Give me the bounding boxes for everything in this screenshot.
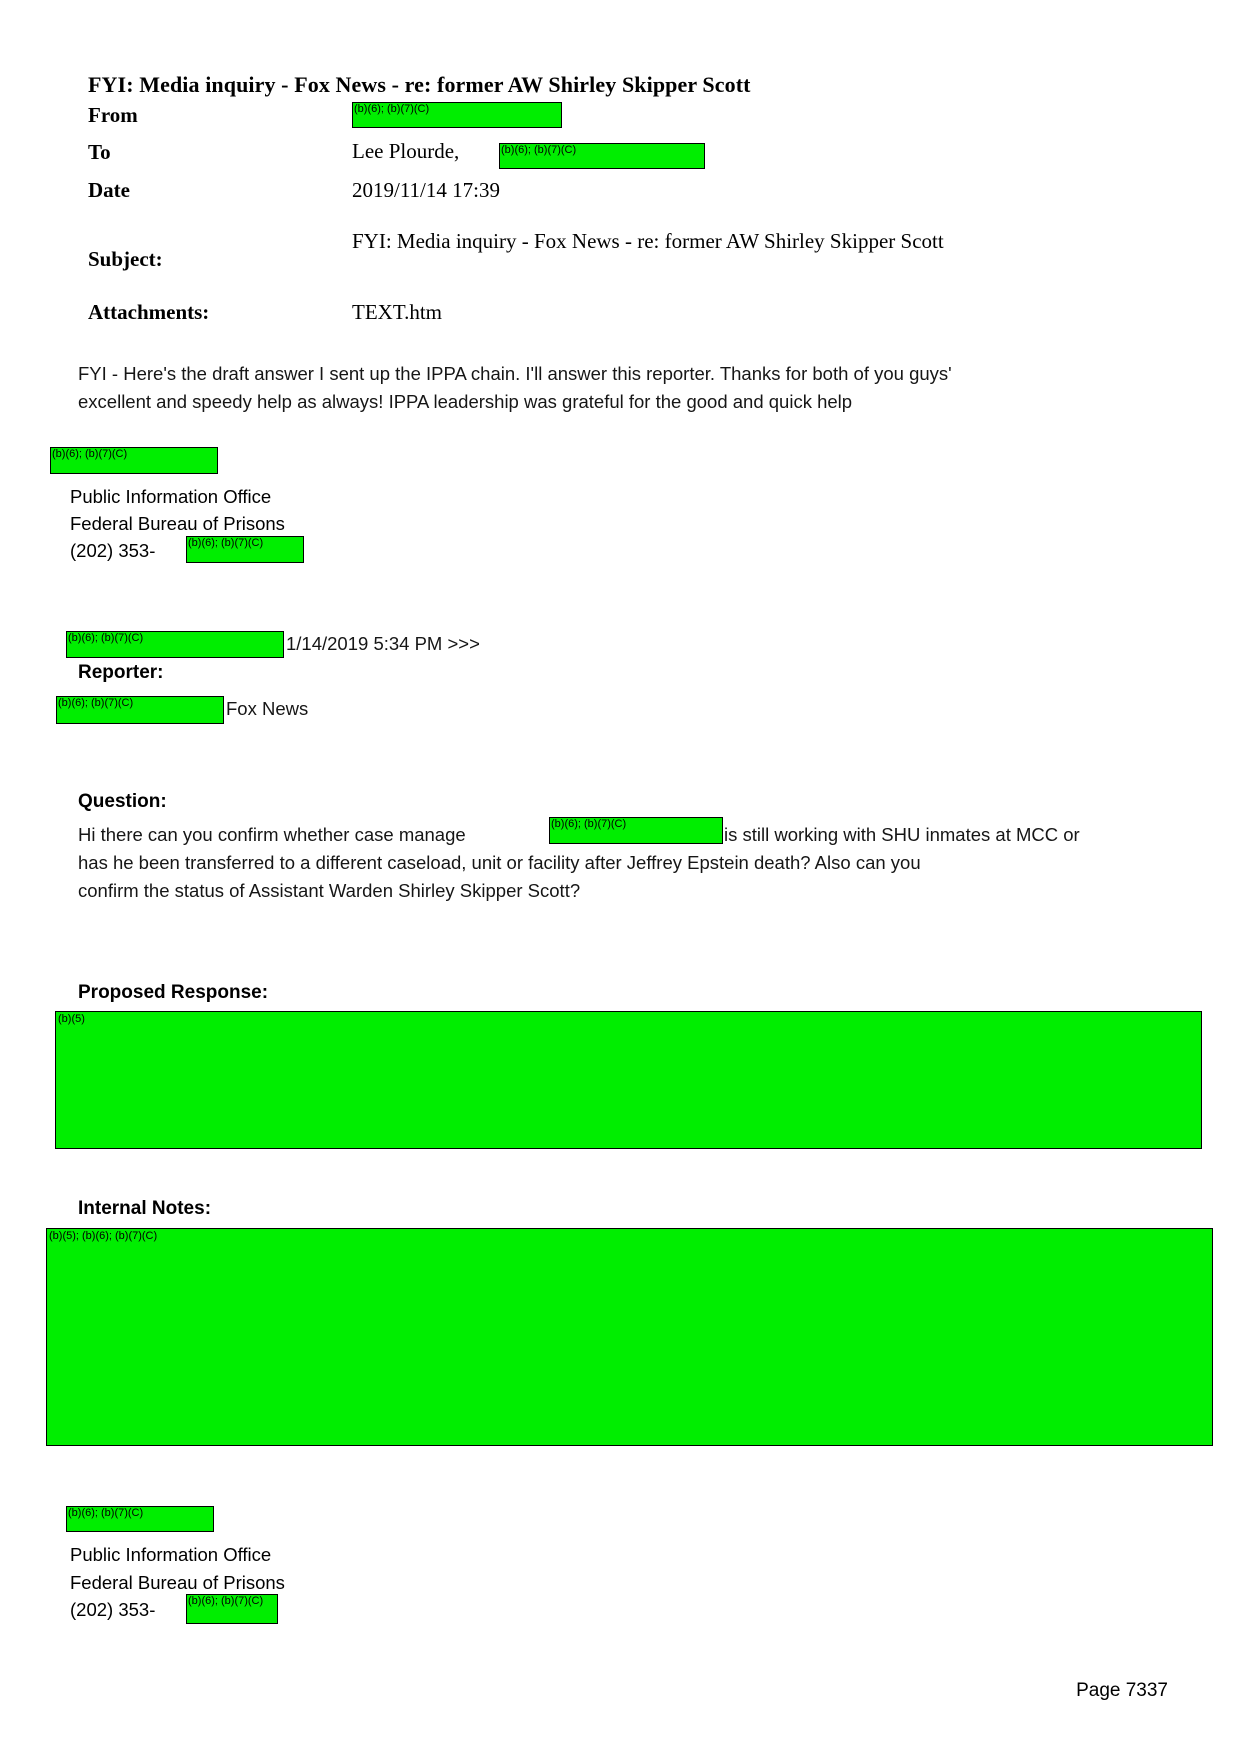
reporter-outlet: Fox News [226,698,309,719]
signature-2-phone: (202) 353- [70,1599,156,1620]
header-label-attachments: Attachments: [88,300,210,324]
signature-1-agency: Federal Bureau of Prisons [70,513,285,534]
question-line-1b: is still working with SHU inmates at MCC or [724,824,1080,845]
redaction-internal-notes: (b)(5); (b)(6); (b)(7)(C) [46,1228,1213,1446]
redaction-signature-name-2: (b)(6); (b)(7)(C) [66,1506,214,1532]
header-value-date: 2019/11/14 17:39 [352,178,500,202]
intro-line-1: FYI - Here's the draft answer I sent up the IPPA chain. I'll answer this reporter. Thanks for both of you guys' [78,363,952,384]
header-value-subject: FYI: Media inquiry - Fox News - re: former AW Shirley Skipper Scott [352,229,944,253]
question-label: Question: [78,791,167,812]
header-label-date: Date [88,178,130,202]
signature-1-office: Public Information Office [70,486,272,507]
proposed-response-label: Proposed Response: [78,982,269,1003]
question-line-1a: Hi there can you confirm whether case manage [78,824,466,845]
internal-notes-label: Internal Notes: [78,1198,212,1219]
header-label-subject: Subject: [88,247,163,271]
intro-line-2: excellent and speedy help as always! IPPA leadership was grateful for the good and quick help [78,391,853,412]
redaction-question-name: (b)(6); (b)(7)(C) [549,817,723,844]
redaction-to: (b)(6); (b)(7)(C) [499,143,705,169]
signature-1-phone: (202) 353- [70,540,156,561]
redaction-proposed-response: (b)(5) [55,1011,1202,1149]
header-label-to: To [88,140,111,164]
redaction-from: (b)(6); (b)(7)(C) [352,102,562,128]
question-line-3: confirm the status of Assistant Warden Shirley Skipper Scott? [78,880,581,901]
signature-2-office: Public Information Office [70,1544,272,1565]
header-value-attachments: TEXT.htm [352,300,443,324]
header-value-to: Lee Plourde, [352,139,460,163]
page-title: FYI: Media inquiry - Fox News - re: former AW Shirley Skipper Scott [88,72,751,97]
reporter-label: Reporter: [78,662,164,683]
forward-timestamp: 1/14/2019 5:34 PM >>> [286,633,480,654]
redaction-signature-phone-1: (b)(6); (b)(7)(C) [186,536,304,563]
redaction-reporter-name: (b)(6); (b)(7)(C) [56,696,224,724]
signature-2-agency: Federal Bureau of Prisons [70,1572,285,1593]
redaction-signature-phone-2: (b)(6); (b)(7)(C) [186,1594,278,1624]
page-number: Page 7337 [1076,1680,1168,1701]
header-label-from: From [88,103,138,127]
redaction-forward-sender: (b)(6); (b)(7)(C) [66,631,284,658]
redaction-signature-name-1: (b)(6); (b)(7)(C) [50,447,218,474]
question-line-2: has he been transferred to a different caseload, unit or facility after Jeffrey Epstein death? Also can you [78,852,921,873]
